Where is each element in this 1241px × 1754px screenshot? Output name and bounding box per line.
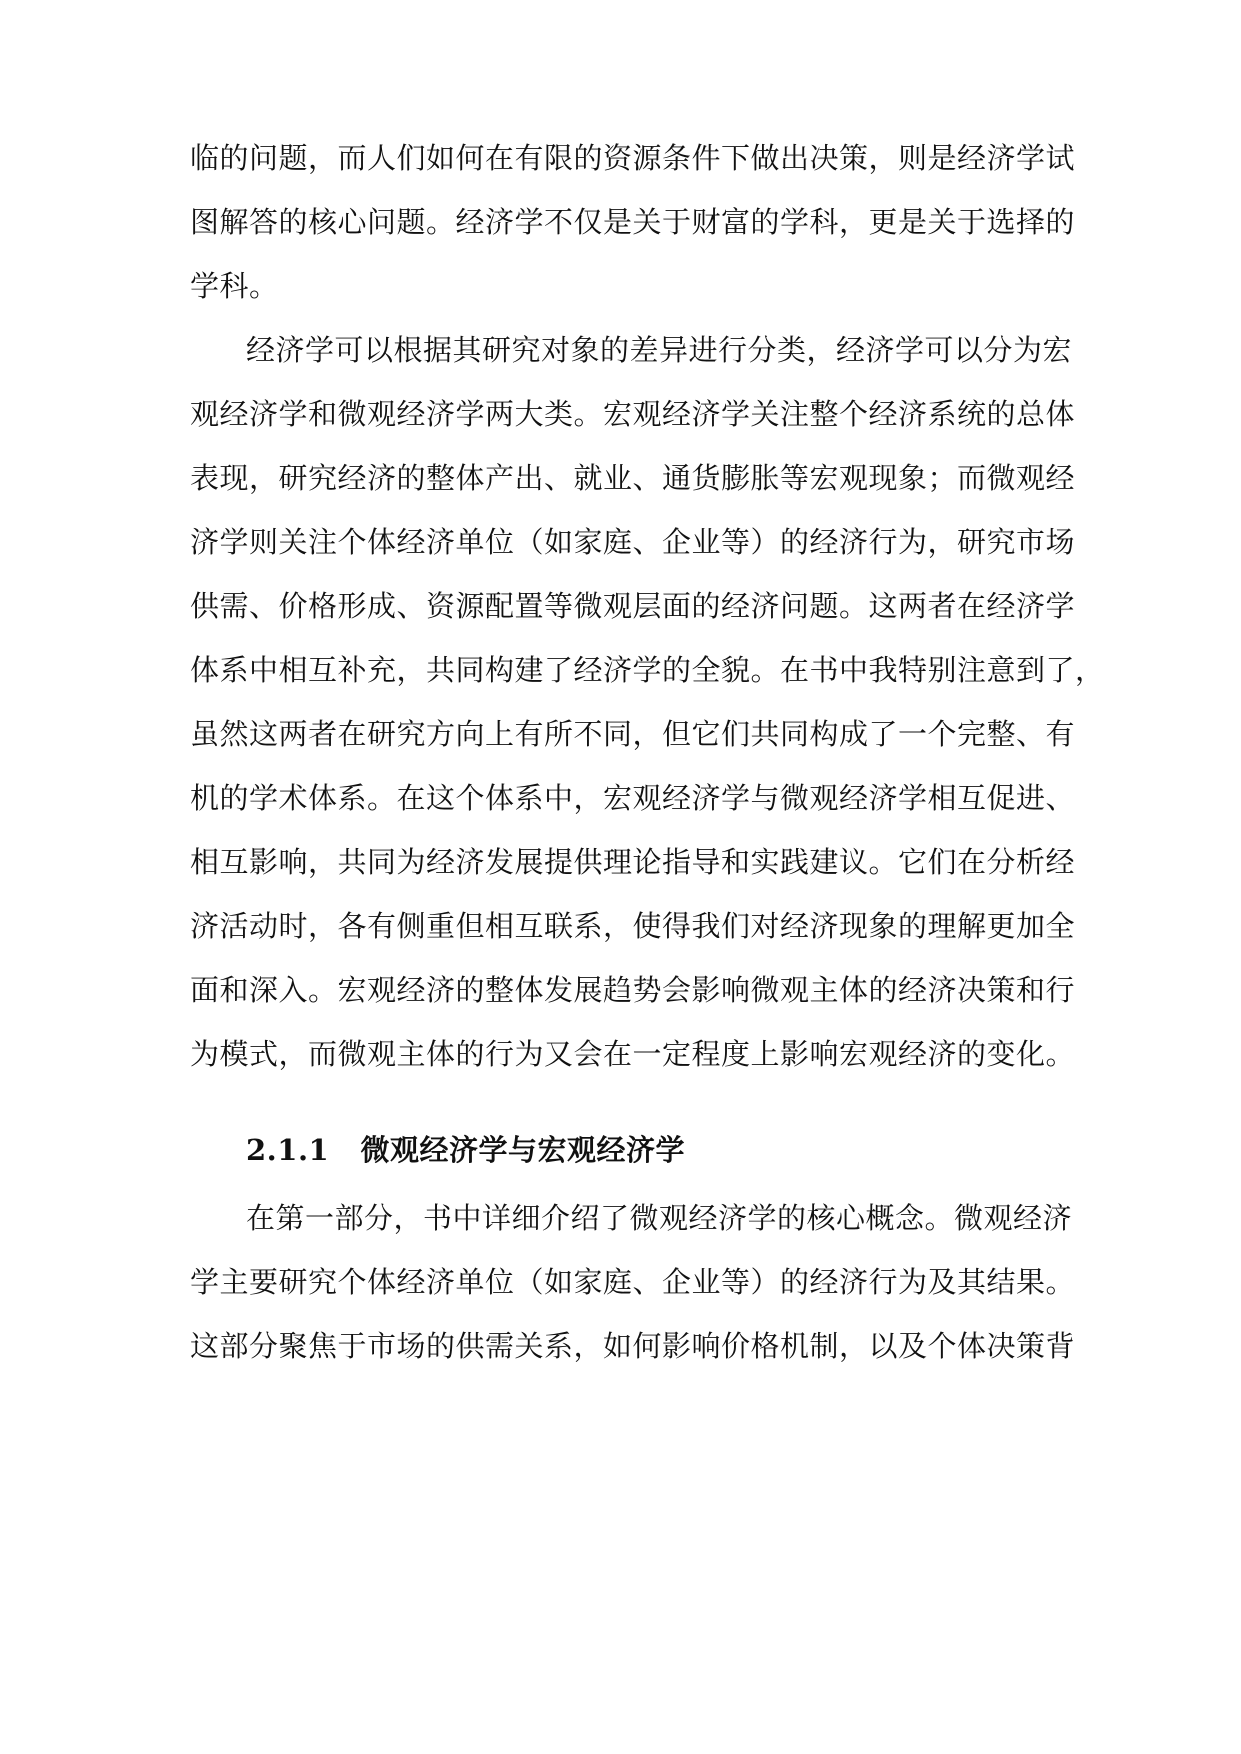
- paragraph-2-line-7: 虽然这两者在研究方向上有所不同，但它们共同构成了一个完整、有: [190, 717, 1076, 751]
- paragraph-2-line-2: 观经济学和微观经济学两大类。宏观经济学关注整个经济系统的总体: [190, 397, 1076, 431]
- section-paragraph-line-3: 这部分聚焦于市场的供需关系，如何影响价格机制，以及个体决策背: [190, 1329, 1076, 1363]
- section-paragraph-line-2: 学主要研究个体经济单位（如家庭、企业等）的经济行为及其结果。: [190, 1265, 1076, 1299]
- paragraph-2-line-6: 体系中相互补充，共同构建了经济学的全貌。在书中我特别注意到了，: [190, 653, 1105, 687]
- section-paragraph-line-1: 在第一部分，书中详细介绍了微观经济学的核心概念。微观经济: [246, 1201, 1073, 1235]
- paragraph-2-line-4: 济学则关注个体经济单位（如家庭、企业等）的经济行为，研究市场: [190, 525, 1076, 559]
- paragraph-2-line-10: 济活动时，各有侧重但相互联系，使得我们对经济现象的理解更加全: [190, 909, 1076, 943]
- paragraph-1-line-2: 图解答的核心问题。经济学不仅是关于财富的学科，更是关于选择的: [190, 205, 1076, 239]
- paragraph-2-line-8: 机的学术体系。在这个体系中，宏观经济学与微观经济学相互促进、: [190, 781, 1076, 815]
- paragraph-2-line-9: 相互影响，共同为经济发展提供理论指导和实践建议。它们在分析经: [190, 845, 1076, 879]
- paragraph-2-line-5: 供需、价格形成、资源配置等微观层面的经济问题。这两者在经济学: [190, 589, 1076, 623]
- paragraph-2-line-12: 为模式，而微观主体的行为又会在一定程度上影响宏观经济的变化。: [190, 1037, 1076, 1071]
- paragraph-1-line-1: 临的问题，而人们如何在有限的资源条件下做出决策，则是经济学试: [190, 141, 1076, 175]
- paragraph-1-line-3: 学科。: [190, 269, 279, 303]
- section-heading: [246, 1132, 685, 1168]
- section-number: 2.1.1: [246, 1133, 330, 1167]
- section-title: 微观经济学与宏观经济学: [360, 1133, 685, 1167]
- paragraph-2-line-3: 表现，研究经济的整体产出、就业、通货膨胀等宏观现象；而微观经: [190, 461, 1076, 495]
- paragraph-2-line-1: 经济学可以根据其研究对象的差异进行分类，经济学可以分为宏: [246, 333, 1073, 367]
- paragraph-2-line-11: 面和深入。宏观经济的整体发展趋势会影响微观主体的经济决策和行: [190, 973, 1076, 1007]
